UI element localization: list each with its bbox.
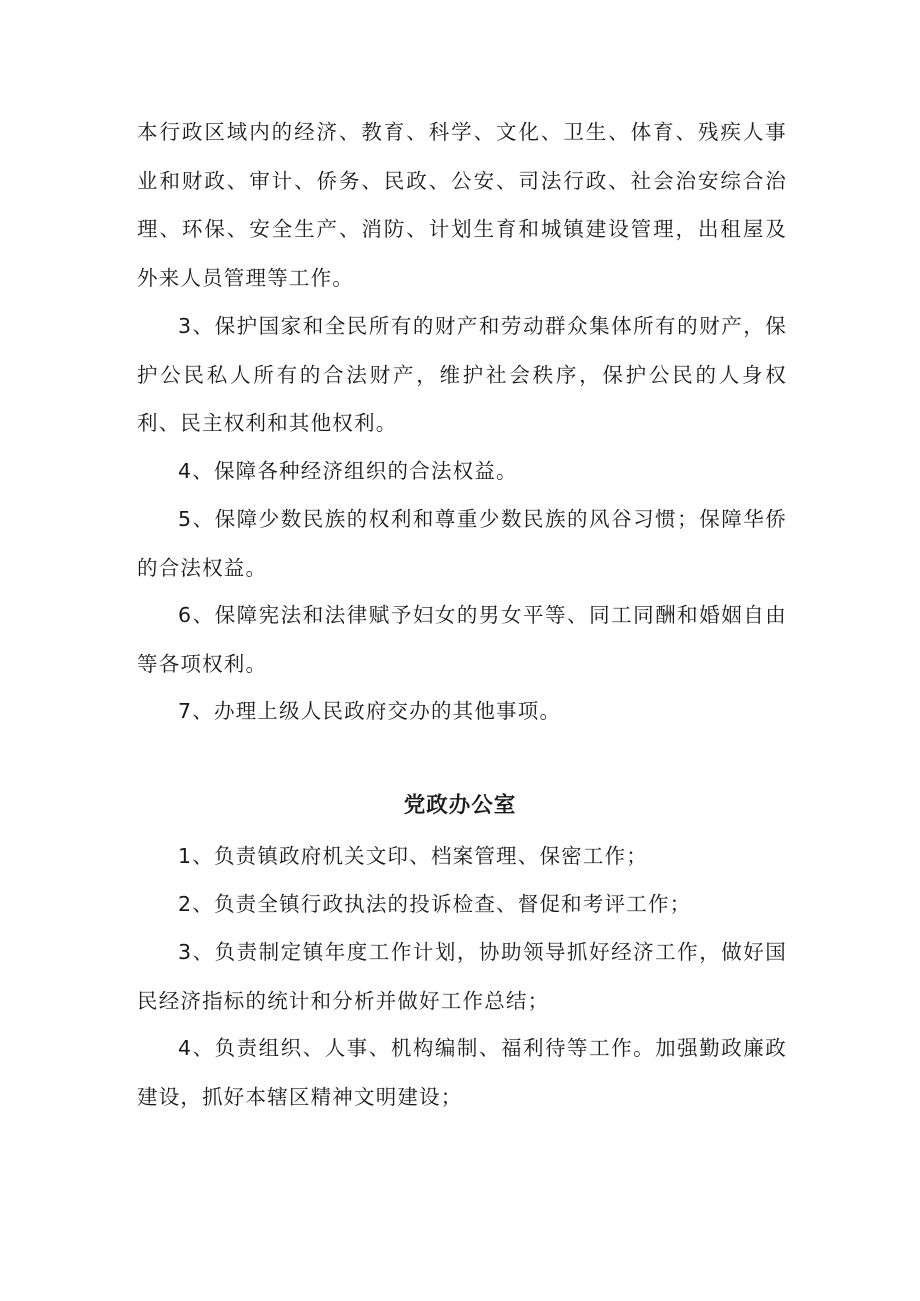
list-item: 2、负责全镇行政执法的投诉检查、督促和考评工作； <box>178 892 692 916</box>
section-title: 党政办公室 <box>403 793 517 818</box>
list-item: 4、负责组织、人事、机构编制、福利待等工作。加强勤政廉政建设，抓好本辖区精神文明建设； <box>137 1036 787 1109</box>
continuation-paragraph: 本行政区域内的经济、教育、科学、文化、卫生、体育、残疾人事业和财政、审计、侨务、民政、公安、司法行政、社会治安综合治理、环保、安全生产、消防、计划生育和城镇建设管理，出租屋及外来人员管理等工作。 <box>137 120 787 290</box>
list-item: 3、负责制定镇年度工作计划，协助领导抓好经济工作，做好国民经济指标的统计和分析并做好工作总结； <box>137 940 787 1013</box>
list-item: 6、保障宪法和法律赋予妇女的男女平等、同工同酬和婚姻自由等各项权利。 <box>137 603 787 676</box>
list-item: 5、保障少数民族的权利和尊重少数民族的风谷习惯；保障华侨的合法权益。 <box>137 507 787 580</box>
list-item: 1、负责镇政府机关文印、档案管理、保密工作； <box>178 844 648 868</box>
list-item: 4、保障各种经济组织的合法权益。 <box>178 459 518 483</box>
list-item: 7、办理上级人民政府交办的其他事项。 <box>178 699 562 723</box>
list-item: 3、保护国家和全民所有的财产和劳动群众集体所有的财产，保护公民私人所有的合法财产，维护社会秩序，保护公民的人身权利、民主权利和其他权利。 <box>137 314 787 435</box>
